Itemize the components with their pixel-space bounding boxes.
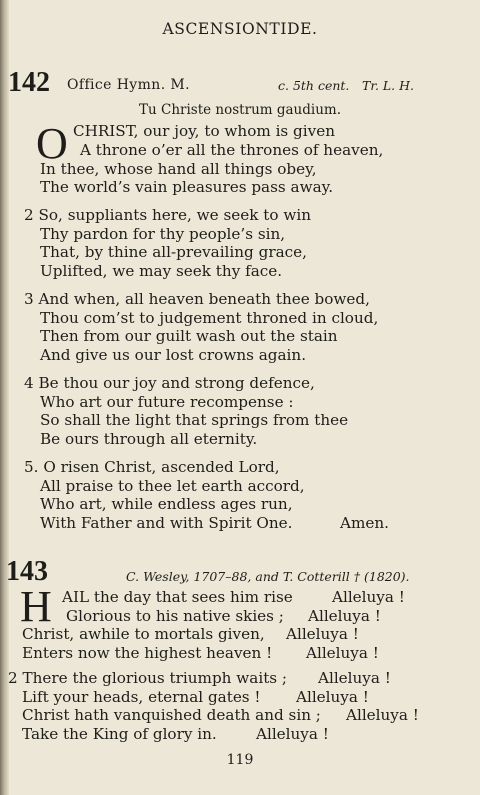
hymn-142-drop-cap: O — [36, 119, 68, 168]
hymn-143-verse-2-line-3: Christ hath vanquished death and sin ; — [22, 706, 321, 724]
hymn-142-verse-2-line-2: Thy pardon for thy people’s sin, — [40, 225, 286, 243]
hymn-number-142: 142 — [8, 67, 50, 98]
hymn-142-verse-4-line-3: So shall the light that springs from thee — [40, 411, 349, 429]
hymn-142-latin-incipit: Tu Christe nostrum gaudium. — [139, 102, 341, 118]
hymn-142-verse-1-line-2: A throne o’er all the thrones of heaven, — [80, 141, 384, 159]
hymn-143-verse-2-line-4: Take the King of glory in. — [22, 725, 217, 743]
hymn-143-verse-1-line-1-alleluya: Alleluya ! — [332, 588, 405, 606]
hymn-143-verse-2-line-4-alleluya: Alleluya ! — [256, 725, 329, 743]
hymn-142-amen: Amen. — [340, 514, 389, 532]
hymn-142-verse-3-line-4: And give us our lost crowns again. — [40, 346, 307, 364]
hymn-142-verse-4-line-1: 4 Be thou our joy and strong defence, — [24, 374, 315, 392]
hymn-142-verse-5-line-4: With Father and with Spirit One. — [40, 514, 293, 532]
hymn-142-attribution-date: c. 5th cent. — [278, 78, 350, 93]
hymn-number-143: 143 — [6, 556, 48, 587]
hymn-143-verse-1-line-4: Enters now the highest heaven ! — [22, 644, 273, 662]
hymn-142-verse-4-line-4: Be ours through all eternity. — [40, 430, 258, 448]
hymn-143-verse-2-line-2-alleluya: Alleluya ! — [296, 688, 369, 706]
hymn-142-verse-5-line-2: All praise to thee let earth accord, — [40, 477, 305, 495]
hymn-142-verse-3-line-2: Thou com’st to judgement throned in cloud, — [40, 309, 379, 327]
page-number: 119 — [226, 752, 254, 768]
hymn-142-title: Office Hymn. M. — [67, 77, 190, 93]
hymn-142-verse-1-line-4: The world’s vain pleasures pass away. — [40, 178, 334, 196]
hymn-143-drop-cap: H — [20, 582, 52, 631]
hymn-143-verse-2-line-1: 2 There the glorious triumph waits ; — [8, 669, 288, 687]
running-head: ASCENSIONTIDE. — [162, 20, 318, 38]
hymn-143-verse-1-line-2: Glorious to his native skies ; — [66, 607, 284, 625]
hymn-142-verse-2-line-4: Uplifted, we may seek thy face. — [40, 262, 283, 280]
hymn-142-verse-2-line-3: That, by thine all-prevailing grace, — [40, 243, 307, 261]
hymn-142-verse-5-line-1: 5. O risen Christ, ascended Lord, — [24, 458, 280, 476]
hymn-143-verse-1-line-3-alleluya: Alleluya ! — [286, 625, 359, 643]
hymn-143-verse-2-line-2: Lift your heads, eternal gates ! — [22, 688, 261, 706]
hymn-142-verse-5-line-3: Who art, while endless ages run, — [40, 495, 293, 513]
hymn-142-verse-3-line-1: 3 And when, all heaven beneath thee bowed, — [24, 290, 370, 308]
hymn-143-verse-1-line-3: Christ, awhile to mortals given, — [22, 625, 265, 643]
hymn-143-verse-1-line-2-alleluya: Alleluya ! — [308, 607, 381, 625]
hymn-143-verse-2-line-1-alleluya: Alleluya ! — [318, 669, 391, 687]
hymn-142-verse-3-line-3: Then from our guilt wash out the stain — [40, 327, 338, 345]
hymn-143-verse-2-line-3-alleluya: Alleluya ! — [346, 706, 419, 724]
hymn-143-attribution: C. Wesley, 1707–88, and T. Cotterill † (1820). — [126, 569, 410, 584]
hymn-142-verse-4-line-2: Who art our future recompense : — [40, 393, 294, 411]
hymn-143-verse-1-line-4-alleluya: Alleluya ! — [306, 644, 379, 662]
hymn-142-translator: Tr. L. H. — [362, 78, 415, 93]
hymn-142-verse-1-line-3: In thee, whose hand all things obey, — [40, 160, 317, 178]
hymn-142-verse-2-line-1: 2 So, suppliants here, we seek to win — [24, 206, 311, 224]
hymn-142-verse-1-line-1: CHRIST, our joy, to whom is given — [73, 122, 335, 140]
hymn-143-verse-1-line-1: AIL the day that sees him rise — [62, 588, 293, 606]
